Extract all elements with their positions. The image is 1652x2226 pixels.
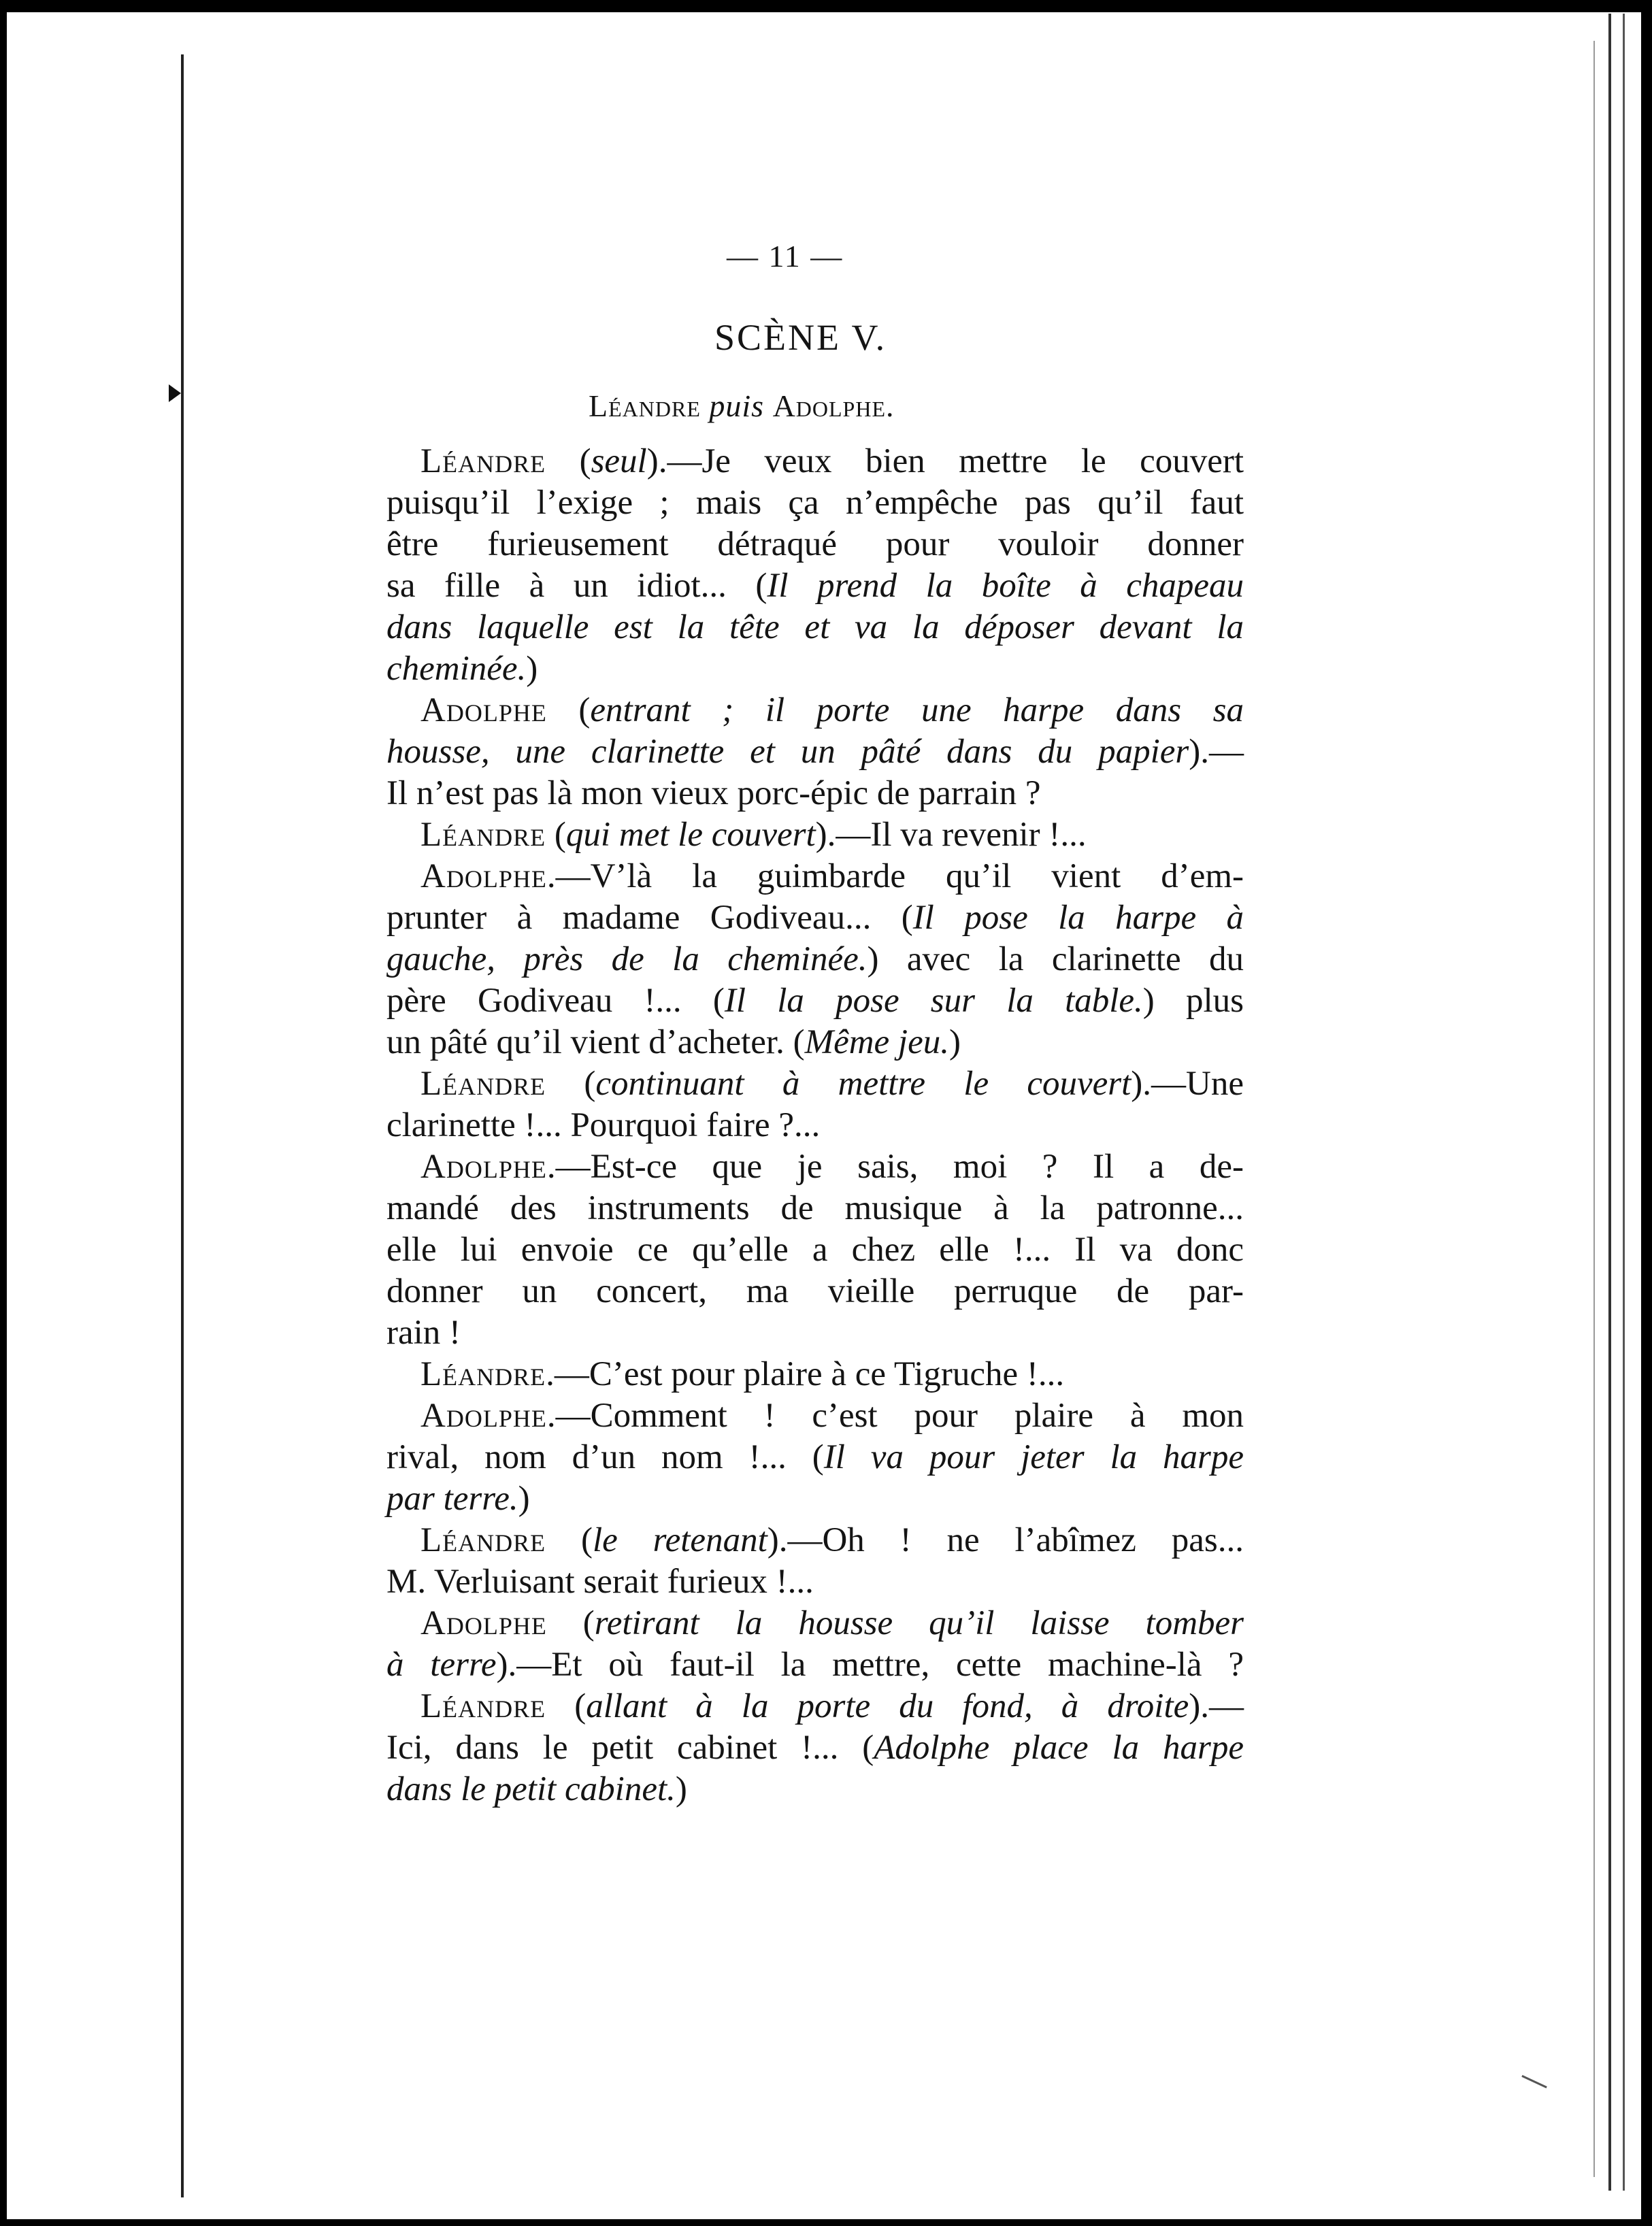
dialogue-segment: ( — [546, 1065, 596, 1103]
stage-direction: dans laquelle est la tête et va la déposer devant la — [386, 608, 1244, 646]
speaker-name: Léandre — [420, 1687, 546, 1725]
text-line — [386, 524, 1244, 565]
text-line — [386, 1395, 1244, 1437]
text-line — [386, 565, 1244, 607]
dialogue-segment: mandé des instruments de musique à la patronne... — [386, 1189, 1244, 1227]
text-line — [386, 1603, 1244, 1644]
text-line — [386, 1271, 1244, 1312]
scene-title: SCÈNE V. — [714, 317, 887, 358]
connector-word: puis — [709, 388, 765, 423]
stage-direction: allant à la porte du fond, à droite — [586, 1687, 1189, 1725]
text-line — [386, 1727, 1244, 1769]
stage-direction: Il prend la boîte à chapeau — [767, 567, 1244, 605]
text-line — [386, 1229, 1244, 1271]
text-line — [386, 1105, 1244, 1146]
dialogue-segment: ) avec la clarinette du — [867, 940, 1244, 978]
stage-direction: dans le petit cabinet. — [386, 1770, 676, 1808]
text-line — [386, 773, 1244, 814]
dialogue-segment: ( — [546, 1521, 593, 1559]
speaker-name: Léandre — [420, 1521, 546, 1559]
stage-direction: continuant à mettre le couvert — [595, 1065, 1131, 1103]
scan-border-top — [0, 0, 1652, 12]
text-line — [386, 1146, 1244, 1188]
dialogue-segment: .—Est-ce que je sais, moi ? Il a de- — [546, 1148, 1244, 1186]
dialogue-segment: donner un concert, ma vieille perruque de par- — [386, 1272, 1244, 1310]
dialogue-segment: M. Verluisant serait furieux !... — [386, 1563, 814, 1601]
text-line — [386, 1188, 1244, 1229]
book-spine-edge — [181, 54, 184, 2197]
dialogue-segment: ( — [546, 691, 591, 729]
stage-direction: par terre. — [386, 1480, 518, 1518]
stage-direction: entrant ; il porte une harpe dans sa — [590, 691, 1244, 729]
speaker-name: Adolphe — [420, 857, 547, 895]
speaker-name: Adolphe — [420, 1397, 547, 1435]
dialogue-segment: .—V’là la guimbarde qu’il vient d’em- — [546, 857, 1244, 895]
stage-direction: qui met le couvert — [565, 816, 816, 854]
dialogue-segment: ) — [949, 1023, 961, 1061]
page-edge — [1608, 14, 1611, 2191]
speaker-name: Léandre — [420, 1065, 546, 1103]
stage-direction: Il pose la harpe à — [912, 899, 1244, 937]
text-line — [386, 1437, 1244, 1478]
speaker-name: Adolphe — [420, 1148, 547, 1186]
speaker-name: Léandre — [420, 442, 546, 480]
speaker-name: Léandre — [420, 1355, 546, 1393]
stage-direction: Adolphe place la harpe — [874, 1729, 1244, 1767]
text-line — [386, 690, 1244, 731]
dialogue-segment: père Godiveau !... ( — [386, 982, 725, 1020]
text-line — [386, 814, 1244, 856]
dialogue-segment: sa fille à un idiot... ( — [386, 567, 767, 605]
dialogue-segment: ).— — [1189, 733, 1244, 771]
speaker-name: Adolphe — [420, 1604, 547, 1642]
page-edge — [1593, 41, 1595, 2177]
dialogue-segment: rival, nom d’un nom !... ( — [386, 1438, 824, 1476]
dialogue-segment: elle lui envoie ce qu’elle a chez elle !... Il va donc — [386, 1231, 1244, 1269]
dialogue-segment: ).—Et où faut-il la mettre, cette machine-là ? — [496, 1646, 1244, 1684]
page-number: — 11 — — [727, 239, 844, 273]
stage-direction: gauche, près de la cheminée. — [386, 940, 868, 978]
dialogue-segment: ( — [546, 1604, 595, 1642]
dialogue-segment: être furieusement détraqué pour vouloir donner — [386, 525, 1244, 563]
text-line — [386, 1644, 1244, 1686]
stage-direction: Même jeu. — [804, 1023, 949, 1061]
speaker-name: Adolphe — [420, 691, 547, 729]
text-line — [386, 980, 1244, 1022]
dialogue-segment: ( — [546, 816, 566, 854]
stage-direction: Il va pour jeter la harpe — [823, 1438, 1244, 1476]
pencil-mark — [1521, 2066, 1551, 2088]
dialogue-segment: puisqu’il l’exige ; mais ça n’empêche pas qu’il faut — [386, 484, 1244, 522]
text-line — [386, 1312, 1244, 1354]
text-line — [386, 1561, 1244, 1603]
text-line — [386, 1520, 1244, 1561]
text-line — [386, 607, 1244, 648]
text-line — [386, 897, 1244, 939]
dialogue-segment: ).—Une — [1131, 1065, 1244, 1103]
stage-direction: retirant la housse qu’il laisse tomber — [594, 1604, 1244, 1642]
text-line — [386, 939, 1244, 980]
dialogue-segment: clarinette !... Pourquoi faire ?... — [386, 1106, 821, 1144]
text-line — [386, 731, 1244, 773]
dialogue-segment: ) plus — [1142, 982, 1244, 1020]
stage-direction: Il la pose sur la table. — [724, 982, 1143, 1020]
text-line — [386, 1063, 1244, 1105]
dialogue-segment: ( — [546, 1687, 587, 1725]
dialogue-segment: ).—Il va revenir !... — [815, 816, 1087, 854]
dialogue-segment: ) — [518, 1480, 530, 1518]
text-line — [386, 441, 1244, 482]
dialogue-segment: ) — [526, 650, 538, 688]
dialogue-segment: ).—Je veux bien mettre le couvert — [646, 442, 1244, 480]
scan-border-right — [1641, 0, 1652, 2226]
dialogue-segment: ) — [675, 1770, 687, 1808]
text-line — [386, 648, 1244, 690]
character-name: Léandre — [589, 388, 701, 423]
scene-characters — [589, 388, 895, 424]
stage-direction: cheminée. — [386, 650, 527, 688]
scan-border-bottom — [0, 2219, 1652, 2226]
stage-direction: à terre — [386, 1646, 497, 1684]
text-line — [386, 1478, 1244, 1520]
stage-direction: housse, une clarinette et un pâté dans du papier — [386, 733, 1189, 771]
text-line — [386, 1354, 1244, 1395]
dialogue-segment: rain ! — [386, 1314, 461, 1352]
speaker-name: Léandre — [420, 816, 546, 854]
text-line — [386, 1022, 1244, 1063]
page-edge — [1623, 14, 1625, 2191]
dialogue-segment: Il n’est pas là mon vieux porc-épic de parrain ? — [386, 774, 1041, 812]
text-line — [386, 1686, 1244, 1727]
dialogue-text — [386, 441, 1244, 1810]
dialogue-segment: ).—Oh ! ne l’abîmez pas... — [767, 1521, 1244, 1559]
dialogue-segment: ( — [546, 442, 591, 480]
scan-border-left — [0, 0, 7, 2226]
text-line — [386, 482, 1244, 524]
dialogue-segment: .—Comment ! c’est pour plaire à mon — [546, 1397, 1244, 1435]
ink-smudge — [169, 384, 181, 402]
stage-direction: seul — [591, 442, 647, 480]
dialogue-segment: ).— — [1189, 1687, 1244, 1725]
stage-direction: le retenant — [593, 1521, 767, 1559]
dialogue-segment: Ici, dans le petit cabinet !... ( — [386, 1729, 874, 1767]
dialogue-segment: prunter à madame Godiveau... ( — [386, 899, 913, 937]
dialogue-segment: un pâté qu’il vient d’acheter. ( — [386, 1023, 805, 1061]
character-name: Adolphe. — [772, 388, 895, 423]
text-line — [386, 1769, 1244, 1810]
dialogue-segment: .—C’est pour plaire à ce Tigruche !... — [546, 1355, 1065, 1393]
text-line — [386, 856, 1244, 897]
